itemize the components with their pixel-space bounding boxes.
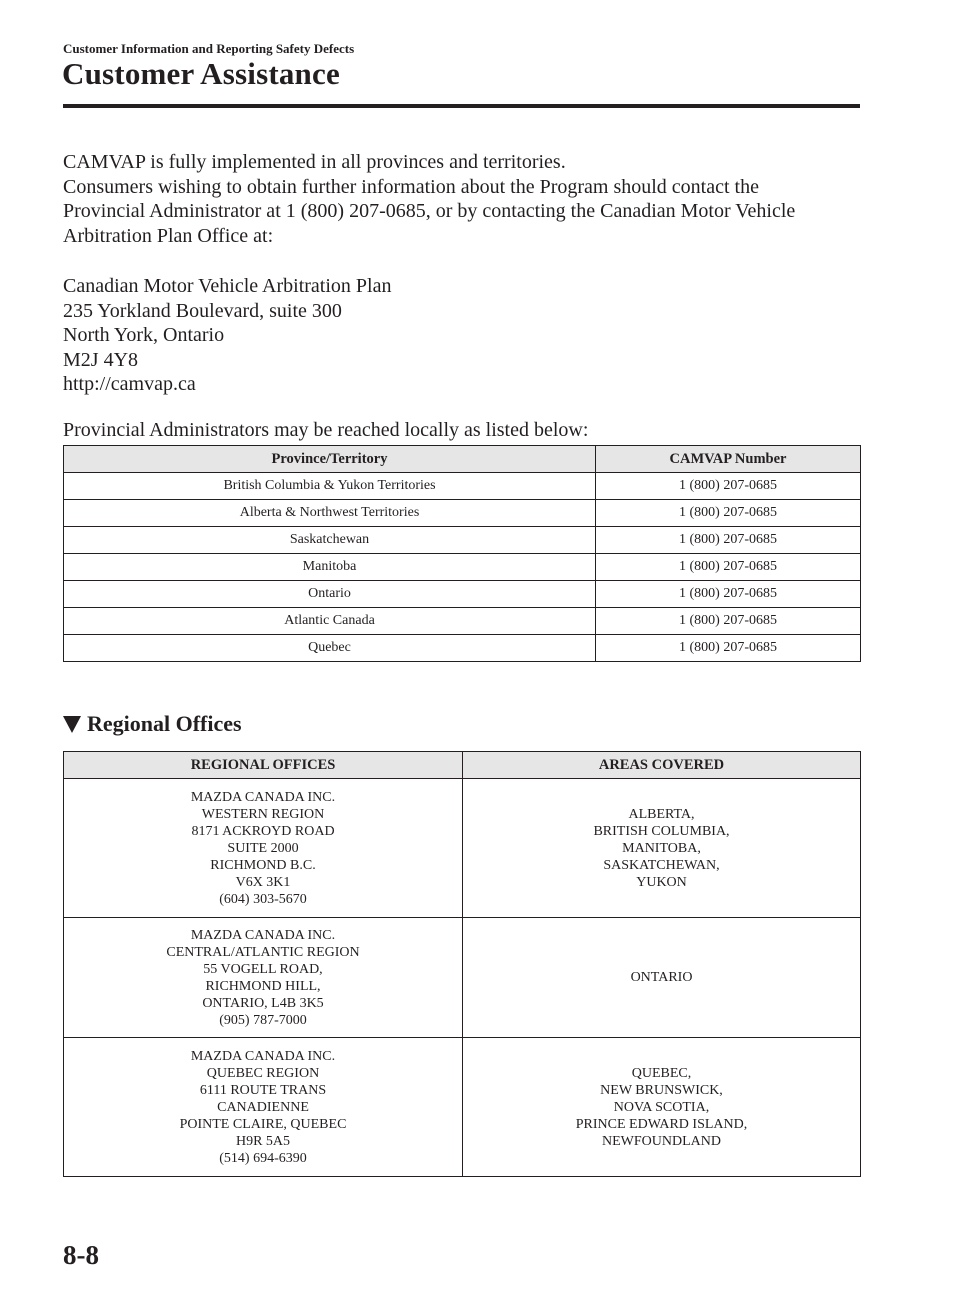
triangle-down-icon: [63, 716, 81, 733]
table-row: [64, 635, 861, 662]
area-line: QUEBEC,: [631, 1065, 692, 1081]
province-cell: Quebec: [64, 635, 596, 662]
areas-cell: [463, 918, 861, 1038]
phone-cell: 1 (800) 207-0685: [596, 527, 861, 554]
intro-line: CAMVAP is fully implemented in all provinces and territories.: [63, 151, 566, 173]
table-row: [64, 779, 861, 918]
office-line: MAZDA CANADA INC.: [190, 1048, 336, 1064]
office-line: V6X 3K1: [235, 874, 291, 890]
header-camvap-number: CAMVAP Number: [596, 446, 861, 473]
office-line: 55 VOGELL ROAD,: [203, 961, 323, 977]
provincial-admin-table: [63, 445, 861, 662]
office-cell: [64, 1038, 463, 1177]
table-row: [64, 500, 861, 527]
header-regional-offices: REGIONAL OFFICES: [64, 752, 463, 779]
intro-line: Provincial Administrator at 1 (800) 207-0685, or by contacting the Canadian Motor Vehicle: [63, 200, 796, 222]
office-line: POINTE CLAIRE, QUEBEC: [179, 1116, 347, 1132]
table-row: [64, 473, 861, 500]
office-line: MAZDA CANADA INC.: [190, 789, 336, 805]
area-line: BRITISH COLUMBIA,: [593, 823, 730, 839]
province-cell: Manitoba: [64, 554, 596, 581]
office-line: RICHMOND HILL,: [205, 978, 321, 994]
province-cell: British Columbia & Yukon Territories: [64, 473, 596, 500]
area-line: SASKATCHEWAN,: [603, 857, 720, 873]
phone-cell: 1 (800) 207-0685: [596, 500, 861, 527]
table-header-row: [64, 752, 861, 779]
table-row: [64, 527, 861, 554]
intro-line: Consumers wishing to obtain further information about the Program should contact the: [63, 175, 759, 198]
office-cell: [64, 918, 463, 1038]
office-line: QUEBEC REGION: [206, 1065, 320, 1081]
table-header-row: [64, 446, 861, 473]
table-row: [64, 918, 861, 1038]
intro-line: Arbitration Plan Office at:: [63, 224, 274, 247]
province-cell: Saskatchewan: [64, 527, 596, 554]
office-line: CANADIENNE: [217, 1099, 309, 1115]
area-line: NOVA SCOTIA,: [613, 1099, 710, 1115]
intro-paragraph: [63, 150, 863, 248]
office-line: ONTARIO, L4B 3K5: [202, 995, 324, 1011]
office-line: H9R 5A5: [235, 1133, 291, 1149]
table-row: [64, 581, 861, 608]
area-line: NEWFOUNDLAND: [602, 1133, 721, 1149]
area-line: YUKON: [636, 874, 687, 890]
area-line: NEW BRUNSWICK,: [600, 1082, 723, 1098]
regional-offices-table: [63, 751, 861, 1177]
areas-cell: [463, 1038, 861, 1177]
regional-offices-heading: [63, 711, 242, 737]
phone-cell: 1 (800) 207-0685: [596, 554, 861, 581]
area-line: MANITOBA,: [622, 840, 701, 856]
phone-cell: 1 (800) 207-0685: [596, 473, 861, 500]
office-line: SUITE 2000: [227, 840, 299, 856]
office-line: 8171 ACKROYD ROAD: [191, 823, 335, 839]
address-line: Canadian Motor Vehicle Arbitration Plan: [63, 275, 392, 297]
table-row: [64, 608, 861, 635]
areas-cell: [463, 779, 861, 918]
regional-offices-title: Regional Offices: [87, 711, 242, 736]
office-line: (604) 303-5670: [219, 891, 307, 907]
province-cell: Ontario: [64, 581, 596, 608]
area-line: ALBERTA,: [628, 806, 695, 822]
address-line: 235 Yorkland Boulevard, suite 300: [63, 299, 342, 322]
province-cell: Alberta & Northwest Territories: [64, 500, 596, 527]
admin-lead-text: Provincial Administrators may be reached locally as listed below:: [63, 419, 589, 441]
phone-cell: 1 (800) 207-0685: [596, 608, 861, 635]
phone-cell: 1 (800) 207-0685: [596, 581, 861, 608]
office-line: (514) 694-6390: [219, 1150, 307, 1166]
page-number: 8-8: [63, 1240, 99, 1270]
phone-cell: 1 (800) 207-0685: [596, 635, 861, 662]
office-line: RICHMOND B.C.: [210, 857, 316, 873]
table-row: [64, 554, 861, 581]
office-line: WESTERN REGION: [201, 806, 325, 822]
office-line: 6111 ROUTE TRANS: [199, 1082, 327, 1098]
page-title: Customer Assistance: [62, 56, 340, 91]
header-province: Province/Territory: [64, 446, 596, 473]
header-divider: [63, 104, 860, 108]
office-line: CENTRAL/ATLANTIC REGION: [166, 944, 360, 960]
address-line: M2J 4Y8: [63, 348, 139, 371]
province-cell: Atlantic Canada: [64, 608, 596, 635]
office-line: MAZDA CANADA INC.: [190, 927, 336, 943]
address-url: http://camvap.ca: [63, 373, 196, 395]
section-label: Customer Information and Reporting Safety Defects: [63, 41, 355, 56]
office-cell: [64, 779, 463, 918]
header-areas-covered: AREAS COVERED: [463, 752, 861, 779]
camvap-address: [63, 274, 863, 397]
area-line: ONTARIO: [630, 970, 693, 985]
area-line: PRINCE EDWARD ISLAND,: [575, 1116, 748, 1132]
office-line: (905) 787-7000: [219, 1012, 307, 1028]
table-row: [64, 1038, 861, 1177]
address-line: North York, Ontario: [63, 324, 225, 346]
